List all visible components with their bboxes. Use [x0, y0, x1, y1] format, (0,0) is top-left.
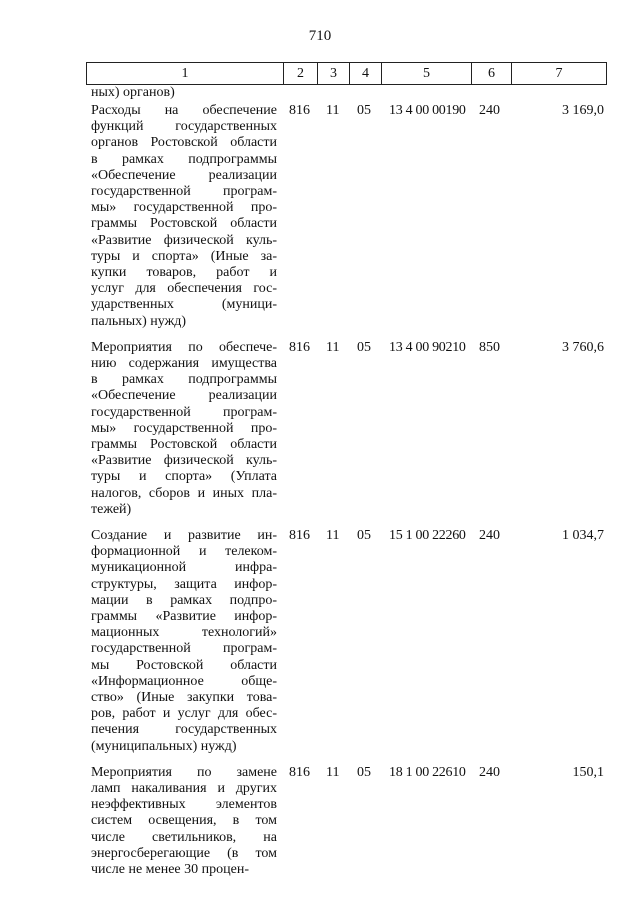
- description-line: энергосберегающие (в том: [91, 845, 277, 861]
- col-subsection: 05: [357, 527, 371, 543]
- col-expense-type: 240: [479, 764, 500, 780]
- col-target-article: 15 1 00 22260: [389, 527, 466, 543]
- description-line: числе не менее 30 процен-: [91, 862, 249, 877]
- description-line: ство» (Иные закупки това-: [91, 690, 277, 706]
- col-target-article: 13 4 00 90210: [389, 339, 466, 355]
- description-line: граммы Ростовской области: [91, 437, 277, 453]
- description-line: мы Ростовской области: [91, 657, 277, 673]
- description-line: государственной програм-: [91, 404, 277, 420]
- col-section: 11: [326, 527, 340, 543]
- description-line: купки товаров, работ и: [91, 265, 277, 281]
- description-line: ударственных (муници-: [91, 297, 277, 313]
- description-line: «Обеспечение реализации: [91, 388, 277, 404]
- description-line: Мероприятия по обеспече-: [91, 339, 277, 355]
- description-line: Создание и развитие ин-: [91, 527, 277, 543]
- table-row: [0, 765, 640, 888]
- header-col-1: 1: [87, 63, 284, 85]
- description-line: ров, работ и услуг для обес-: [91, 706, 277, 722]
- col-subsection: 05: [357, 764, 371, 780]
- continuation-text: ных) органов): [91, 85, 175, 100]
- table-body: [0, 85, 640, 888]
- description-line: «Развитие физической куль-: [91, 232, 277, 248]
- row-description: [91, 765, 277, 878]
- col-amount: 3 169,0: [562, 103, 604, 118]
- col-expense-type: 240: [479, 527, 500, 543]
- description-line: государственной програм-: [91, 184, 277, 200]
- description-line: числе светильников, на: [91, 829, 277, 845]
- col-section: 11: [326, 103, 340, 118]
- description-line: «Обеспечение реализации: [91, 167, 277, 183]
- description-line: тежей): [91, 501, 132, 517]
- description-line: Мероприятия по замене: [91, 764, 277, 780]
- col-amount: 150,1: [572, 764, 604, 780]
- col-target-article: 18 1 00 22610: [389, 764, 466, 780]
- description-line: органов Ростовской области: [91, 135, 277, 151]
- col-subsection: 05: [357, 339, 371, 355]
- description-line: мационных технологий»: [91, 625, 277, 641]
- row-description: [91, 528, 277, 755]
- header-col-4: 4: [350, 63, 382, 85]
- description-line: «Информационное обще-: [91, 673, 277, 689]
- row-description: [91, 340, 277, 518]
- description-line: муникационной инфра-: [91, 560, 277, 576]
- description-line: функций государственных: [91, 119, 277, 135]
- col-amount: 1 034,7: [562, 527, 604, 543]
- col-ministry-code: 816: [289, 339, 310, 355]
- col-ministry-code: 816: [289, 103, 310, 118]
- header-col-5: 5: [382, 63, 472, 85]
- description-line: мации в рамках подпро-: [91, 592, 277, 608]
- description-line: мы» государственной про-: [91, 200, 277, 216]
- description-line: государственной програм-: [91, 641, 277, 657]
- description-line: граммы Ростовской области: [91, 216, 277, 232]
- continuation-row: [0, 85, 640, 103]
- description-line: структуры, защита инфор-: [91, 576, 277, 592]
- table-row: [0, 528, 640, 765]
- col-section: 11: [326, 764, 340, 780]
- description-line: туры и спорта» (Иные за-: [91, 248, 277, 264]
- col-subsection: 05: [357, 103, 371, 118]
- col-amount: 3 760,6: [562, 339, 604, 355]
- col-section: 11: [326, 339, 340, 355]
- description-line: печения государственных: [91, 722, 277, 738]
- description-line: мы» государственной про-: [91, 420, 277, 436]
- description-line: Расходы на обеспечение: [91, 103, 277, 118]
- header-col-6: 6: [472, 63, 512, 85]
- col-ministry-code: 816: [289, 527, 310, 543]
- table-row: [0, 340, 640, 528]
- description-line: систем освещения, в том: [91, 813, 277, 829]
- description-line: формационной и телеком-: [91, 544, 277, 560]
- description-line: в рамках подпрограммы: [91, 151, 277, 167]
- col-expense-type: 850: [479, 339, 500, 355]
- header-col-2: 2: [284, 63, 318, 85]
- description-line: услуг для обеспечения гос-: [91, 281, 277, 297]
- row-description: [91, 103, 277, 330]
- description-line: налогов, сборов и иных пла-: [91, 485, 277, 501]
- page-number: 710: [308, 28, 332, 44]
- description-line: неэффективных элементов: [91, 797, 277, 813]
- col-target-article: 13 4 00 00190: [389, 103, 466, 118]
- row-container: [0, 103, 640, 888]
- description-line: пальных) нужд): [91, 313, 187, 329]
- description-line: «Развитие физической куль-: [91, 453, 277, 469]
- table-row: [0, 103, 640, 340]
- col-ministry-code: 816: [289, 764, 310, 780]
- description-line: ламп накаливания и других: [91, 780, 277, 796]
- column-header-table: [86, 62, 607, 85]
- description-line: граммы «Развитие инфор-: [91, 609, 277, 624]
- header-col-7: 7: [512, 63, 607, 85]
- description-line: в рамках подпрограммы: [91, 372, 277, 388]
- header-col-3: 3: [318, 63, 350, 85]
- description-line: туры и спорта» (Уплата: [91, 469, 277, 485]
- description-line: нию содержания имущества: [91, 356, 277, 371]
- description-line: (муниципальных) нужд): [91, 738, 237, 754]
- col-expense-type: 240: [479, 103, 500, 118]
